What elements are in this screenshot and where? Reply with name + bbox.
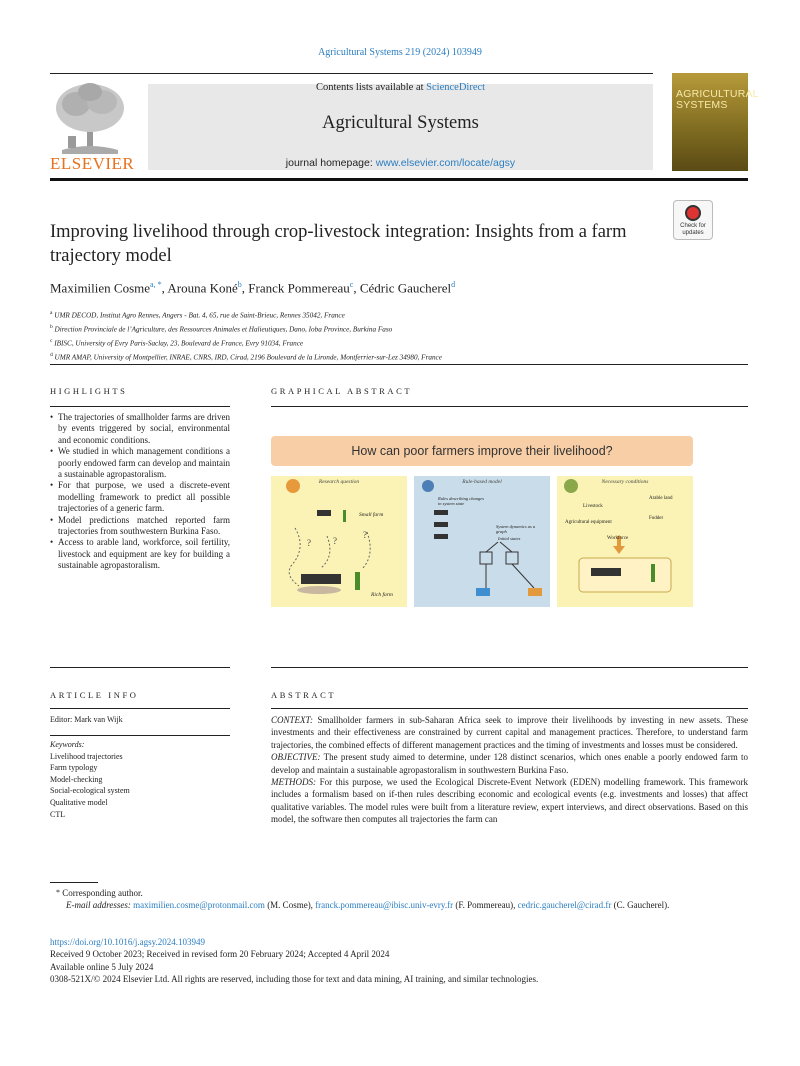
- author-affil-marker[interactable]: c: [349, 280, 354, 289]
- author-list: Maximilien Cosme$^{a, *}$, Arouna Koné$^b$, Franck Pommereau$^c$, Cédric Gaucherel$^d$: [50, 280, 456, 296]
- footnote: [50, 887, 748, 911]
- crossmark-label: Check for updates: [680, 223, 706, 236]
- author-name[interactable]: Franck Pommereau: [248, 280, 350, 296]
- contents-prefix: Contents lists available at: [315, 82, 427, 93]
- copyright-line: 0308-521X/© 2024 Elsevier Ltd. All rights are reserved, including those for text and data mining, AI training, and similar technologies.: [50, 974, 539, 985]
- corresponding-note: * Corresponding author.: [56, 888, 143, 898]
- keywords-label: Keywords:: [50, 740, 85, 749]
- author-name[interactable]: Arouna Koné: [167, 280, 238, 296]
- abstract-methods: METHODS: For this purpose, we used the Ecological Discrete-Event Network (EDEN) modelling framework. This framework includes a formalism based on if-then rules describing economic and ecological events (e.g. investments and losses) that affect qualitative variables. The model rules were built from a literature review, expert interviews, and direct observations. Based on this model, the software then computes all trajectories the farm can: [271, 777, 749, 825]
- highlight-item: • The trajectories of smallholder farms are driven by events triggered by social, environmental and economic conditions.: [50, 412, 230, 446]
- keyword: Livelihood trajectories: [50, 751, 123, 761]
- svg-text:?: ?: [333, 536, 337, 546]
- affiliation: $^b$ Direction Provinciale de l’Agriculture, des Ressources Animales et Halieutiques, Dano, Ioba Province, Burkina Faso: [50, 323, 393, 334]
- ga-label: Workforce: [607, 536, 629, 541]
- affiliation: $^d$ UMR AMAP, University of Montpellier, INRAE, CNRS, IRD, Cirad, 2196 Boulevard de la Lironde, Montferrier-sur-Lez 34980, France: [50, 351, 442, 362]
- highlight-item: • For that purpose, we used a discrete-event modelling framework to predict all possible trajectories of a generic farm.: [50, 480, 230, 514]
- keyword: Social-ecological system: [50, 786, 130, 796]
- keyword: Model-checking: [50, 774, 103, 784]
- ga-label: Agricultural equipment: [565, 520, 612, 525]
- abstract-context: CONTEXT: Smallholder farmers in sub-Saharan Africa seek to improve their livelihoods by investing in new assets. These investments and their effectiveness are constrained by current capital and management practices. Therefore, to understand farm trajectories, the combined effects of different management practices and the timing of investments and losses must be considered.: [271, 715, 748, 750]
- ga-question-banner: How can poor farmers improve their livelihood?: [271, 436, 693, 466]
- ga-panel-research-question: [271, 476, 407, 607]
- homepage-line: [148, 157, 653, 169]
- email-link[interactable]: cedric.gaucherel@cirad.fr: [517, 900, 612, 911]
- sciencedirect-link[interactable]: ScienceDirect: [426, 82, 486, 93]
- keyword: CTL: [50, 809, 66, 819]
- email-link[interactable]: maximilien.cosme@protonmail.com: [133, 900, 265, 911]
- svg-text:?: ?: [363, 530, 367, 540]
- highlights-list: [50, 412, 230, 572]
- header-rule: [50, 73, 653, 74]
- publication-info: [50, 936, 748, 986]
- journal-title: Agricultural Systems: [322, 113, 479, 133]
- doi-link[interactable]: https://doi.org/10.1016/j.agsy.2024.103949: [50, 937, 206, 947]
- abstract-heading: ABSTRACT: [271, 690, 337, 700]
- author-name[interactable]: Maximilien Cosme: [50, 280, 151, 296]
- highlight-item: • We studied in which management conditions a poorly endowed farm can develop and maintain a sustainable agropastoralism.: [50, 446, 230, 480]
- ga-label: Small farm: [359, 512, 384, 518]
- article-info-heading: ARTICLE INFO: [50, 690, 139, 700]
- highlights-rule: [50, 406, 230, 407]
- crossmark-icon: [685, 205, 701, 221]
- ga-label: System dynamics as a graph: [496, 524, 536, 534]
- header-thick-rule: [50, 178, 748, 181]
- contents-line: [148, 82, 653, 93]
- ga-label: Livestock: [583, 504, 603, 509]
- ga-label: Initial states: [498, 536, 521, 541]
- highlights-end-rule: [50, 667, 230, 668]
- elsevier-logo: [50, 80, 135, 174]
- author-affil-marker[interactable]: b: [237, 280, 242, 289]
- ga-panel-title: Research question: [318, 479, 360, 485]
- graphical-abstract-heading: GRAPHICAL ABSTRACT: [271, 386, 413, 396]
- ga-panel-title: Necessary conditions: [601, 479, 649, 485]
- ga-panel-rule-based-model: [414, 476, 550, 607]
- section-rule: [50, 364, 748, 365]
- paper-title: Improving livelihood through crop-livestock integration: Insights from a farm trajectory model: [50, 222, 627, 266]
- ga-label: Arable land: [649, 496, 673, 501]
- email-link[interactable]: franck.pommereau@ibisc.univ-evry.fr: [315, 900, 454, 911]
- ga-label: Fodder: [649, 516, 664, 521]
- keyword: Qualitative model: [50, 797, 108, 807]
- footnote-rule: [50, 882, 98, 883]
- ga-label: Rules describing changes in system state: [438, 496, 484, 506]
- author-name[interactable]: Cédric Gaucherel: [359, 280, 452, 296]
- highlights-heading: HIGHLIGHTS: [50, 386, 128, 396]
- journal-cover[interactable]: [672, 73, 759, 171]
- svg-text:?: ?: [307, 538, 311, 548]
- ga-panel-title: Rule-based model: [462, 479, 502, 485]
- affiliation: $^a$ UMR DECOD, Institut Agro Rennes, Angers - Bat. 4, 65, rue de Saint-Brieuc, Rennes 35042, France: [50, 310, 345, 320]
- journal-citation[interactable]: Agricultural Systems 219 (2024) 103949: [318, 47, 482, 58]
- editor-line: Editor: Mark van Wijk: [50, 715, 123, 724]
- graphical-abstract-end-rule: [271, 667, 748, 668]
- affiliations: [50, 308, 442, 364]
- keyword: Farm typology: [50, 763, 98, 773]
- available-date: Available online 5 July 2024: [50, 961, 154, 972]
- necessary-conditions-illustration: [557, 476, 693, 607]
- keywords-rule: [50, 735, 230, 736]
- ga-panel-necessary-conditions: [557, 476, 693, 607]
- homepage-link[interactable]: www.elsevier.com/locate/agsy: [375, 157, 516, 169]
- affiliation: $^c$ IBISC, University of Evry Paris-Saclay, 23, Boulevard de France, Evry 91034, France: [50, 337, 304, 348]
- author-affil-marker[interactable]: d: [451, 280, 456, 289]
- abstract-objective: OBJECTIVE: The present study aimed to determine, under 128 distinct scenarios, which ones enable a poorly endowed farm to develop and maintain a sustainable agropastoralism in southwestern Burkina Faso.: [271, 752, 748, 775]
- cover-title: AGRICULTURAL SYSTEMS: [676, 88, 759, 111]
- highlight-item: • Access to arable land, workforce, soil fertility, livestock and equipment are key for building a sustainable agropastoralism.: [50, 537, 230, 571]
- ga-label: Rich farm: [371, 592, 393, 598]
- email-line: E-mail addresses: maximilien.cosme@protonmail.com (M. Cosme), franck.pommereau@ibisc.univ-evry.fr (F. Pommereau), cedric.gaucherel@cirad.fr (C. Gaucherel).: [66, 900, 670, 911]
- graphical-abstract-figure[interactable]: [271, 436, 748, 610]
- check-for-updates-button[interactable]: [673, 200, 713, 240]
- abstract-body: [271, 714, 748, 826]
- received-dates: Received 9 October 2023; Received in revised form 20 February 2024; Accepted 4 April 2024: [50, 949, 390, 960]
- homepage-prefix: journal homepage:: [285, 157, 376, 169]
- highlight-item: • Model predictions matched reported farm trajectories from southwestern Burkina Faso.: [50, 515, 230, 538]
- author-affil-marker[interactable]: a, *: [150, 280, 162, 289]
- article-info-rule: [50, 708, 230, 709]
- elsevier-wordmark: ELSEVIER: [50, 154, 135, 173]
- graphical-abstract-rule: [271, 406, 748, 407]
- keywords-block: [50, 739, 230, 820]
- abstract-rule: [271, 708, 748, 709]
- research-question-illustration: [271, 476, 407, 607]
